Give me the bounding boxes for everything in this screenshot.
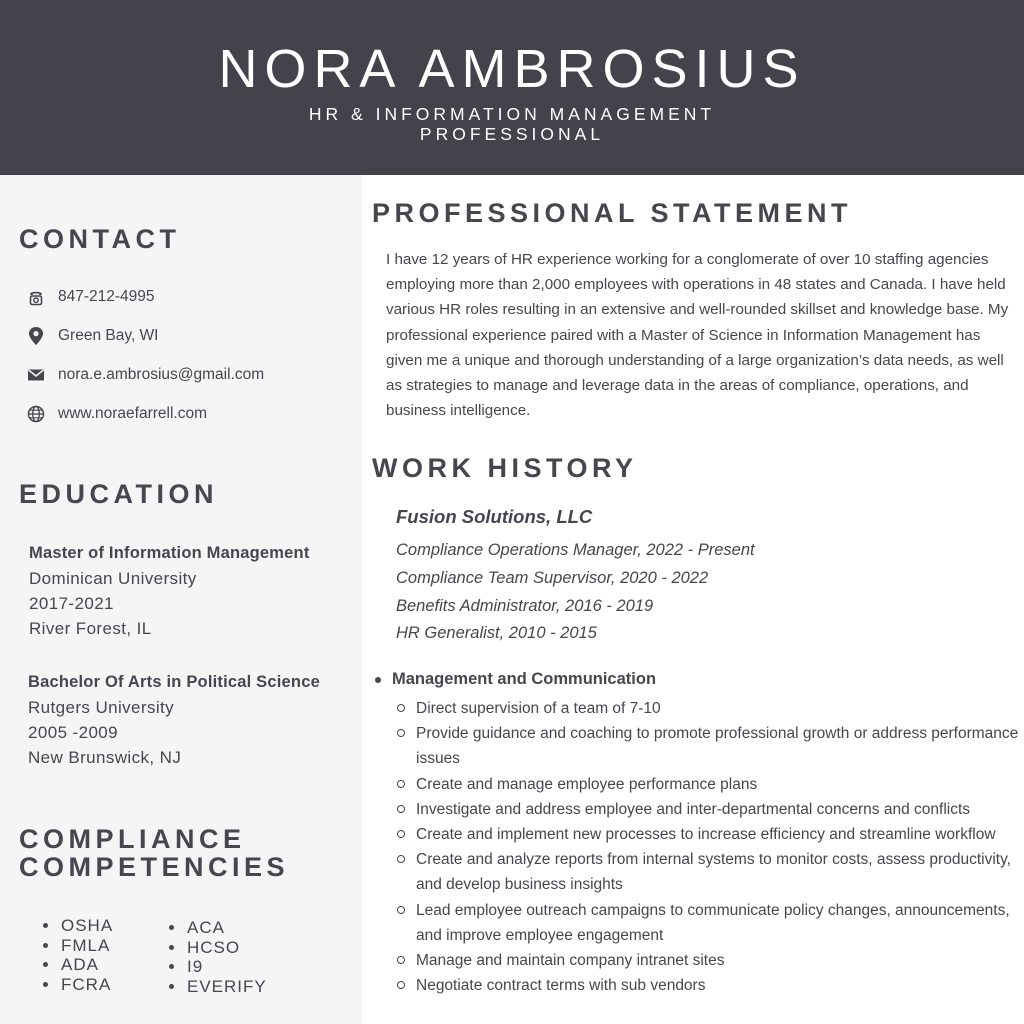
school-years: 2005 -2009 <box>28 723 119 742</box>
school-location: New Brunswick, NJ <box>28 748 182 767</box>
school-name: Rutgers University <box>28 698 175 717</box>
skill-title-text: Management and Communication <box>392 670 657 688</box>
contact-phone <box>26 286 155 308</box>
responsibility-item: Create and implement new processes to increase efficiency and streamline workflow <box>396 822 1021 847</box>
school-years: 2017-2021 <box>29 594 114 613</box>
competency-item: OSHA <box>41 916 113 936</box>
responsibility-item: Provide guidance and coaching to promote professional growth or address performance issues <box>396 721 1021 771</box>
competency-item: FCRA <box>41 975 113 995</box>
work-history-heading: WORK HISTORY <box>372 453 638 483</box>
envelope-icon <box>26 365 46 385</box>
responsibility-item: Create and analyze reports from internal systems to monitor costs, assess productivity, and develop business insights <box>396 847 1021 897</box>
responsibility-item: Manage and maintain company intranet sites <box>396 948 1021 973</box>
degree-title: Master of Information Management <box>29 544 310 562</box>
education-entry <box>29 541 359 641</box>
competency-item: HCSO <box>167 938 267 958</box>
competency-item: I9 <box>167 957 267 977</box>
contact-heading: CONTACT <box>19 224 181 254</box>
responsibility-item: Investigate and address employee and inter-departmental concerns and conflicts <box>396 797 1021 822</box>
contact-location <box>26 325 159 347</box>
role-item: Compliance Operations Manager, 2022 - Present <box>396 541 755 559</box>
statement-text: I have 12 years of HR experience working for a conglomerate of over 10 staffing agencies employing more than 2,000 employees with operations in 48 states and Canada. I have held various HR roles resulting in an extensive and well-rounded skillset and knowledge base. My professional experience paired with a Master of Science in Information Management has given me a unique and thorough understanding of a large organization’s data needs, as well as strategies to manage and leverage data in the areas of compliance, operations, and business intelligence. <box>386 251 1009 420</box>
company-name: Fusion Solutions, LLC <box>396 506 593 527</box>
school-location: River Forest, IL <box>29 619 152 638</box>
competencies-list-right <box>167 918 267 996</box>
education-heading: EDUCATION <box>19 479 218 509</box>
skill-section-title <box>372 670 656 689</box>
role-list <box>396 537 755 648</box>
contact-email <box>26 364 264 386</box>
competencies-list-left <box>41 916 113 994</box>
contact-website <box>26 403 207 425</box>
competencies-heading: COMPLIANCE COMPETENCIES <box>19 824 290 882</box>
statement-heading: PROFESSIONAL STATEMENT <box>372 198 853 228</box>
phone-icon <box>26 287 46 307</box>
responsibility-item: Lead employee outreach campaigns to communicate policy changes, announcements, and improve employee engagement <box>396 898 1021 948</box>
school-name: Dominican University <box>29 569 197 588</box>
candidate-name: NORA AMBROSIUS <box>218 39 806 99</box>
website-text[interactable]: www.noraefarrell.com <box>58 405 208 422</box>
responsibility-item: Direct supervision of a team of 7-10 <box>396 696 1021 721</box>
phone-text[interactable]: 847-212-4995 <box>58 288 155 305</box>
competency-item: ADA <box>41 955 113 975</box>
location-text: Green Bay, WI <box>58 327 159 344</box>
competency-item: EVERIFY <box>167 977 267 997</box>
map-pin-icon <box>26 326 46 346</box>
responsibility-item: Negotiate contract terms with sub vendors <box>396 973 1021 998</box>
education-entry <box>28 670 362 770</box>
degree-title: Bachelor Of Arts in Political Science <box>28 673 320 691</box>
bullet-dot <box>375 677 381 683</box>
candidate-title: HR & INFORMATION MANAGEMENT PROFESSIONAL <box>308 104 716 144</box>
responsibility-item: Create and manage employee performance plans <box>396 772 1021 797</box>
globe-icon <box>26 404 46 424</box>
role-item: HR Generalist, 2010 - 2015 <box>396 624 597 643</box>
competency-item: ACA <box>167 918 267 938</box>
role-item: Benefits Administrator, 2016 - 2019 <box>396 596 654 615</box>
header-banner <box>0 0 1024 175</box>
role-item: Compliance Team Supervisor, 2020 - 2022 <box>396 568 709 587</box>
responsibility-list <box>396 696 1021 998</box>
email-text[interactable]: nora.e.ambrosius@gmail.com <box>58 366 265 383</box>
competency-item: FMLA <box>41 936 113 956</box>
